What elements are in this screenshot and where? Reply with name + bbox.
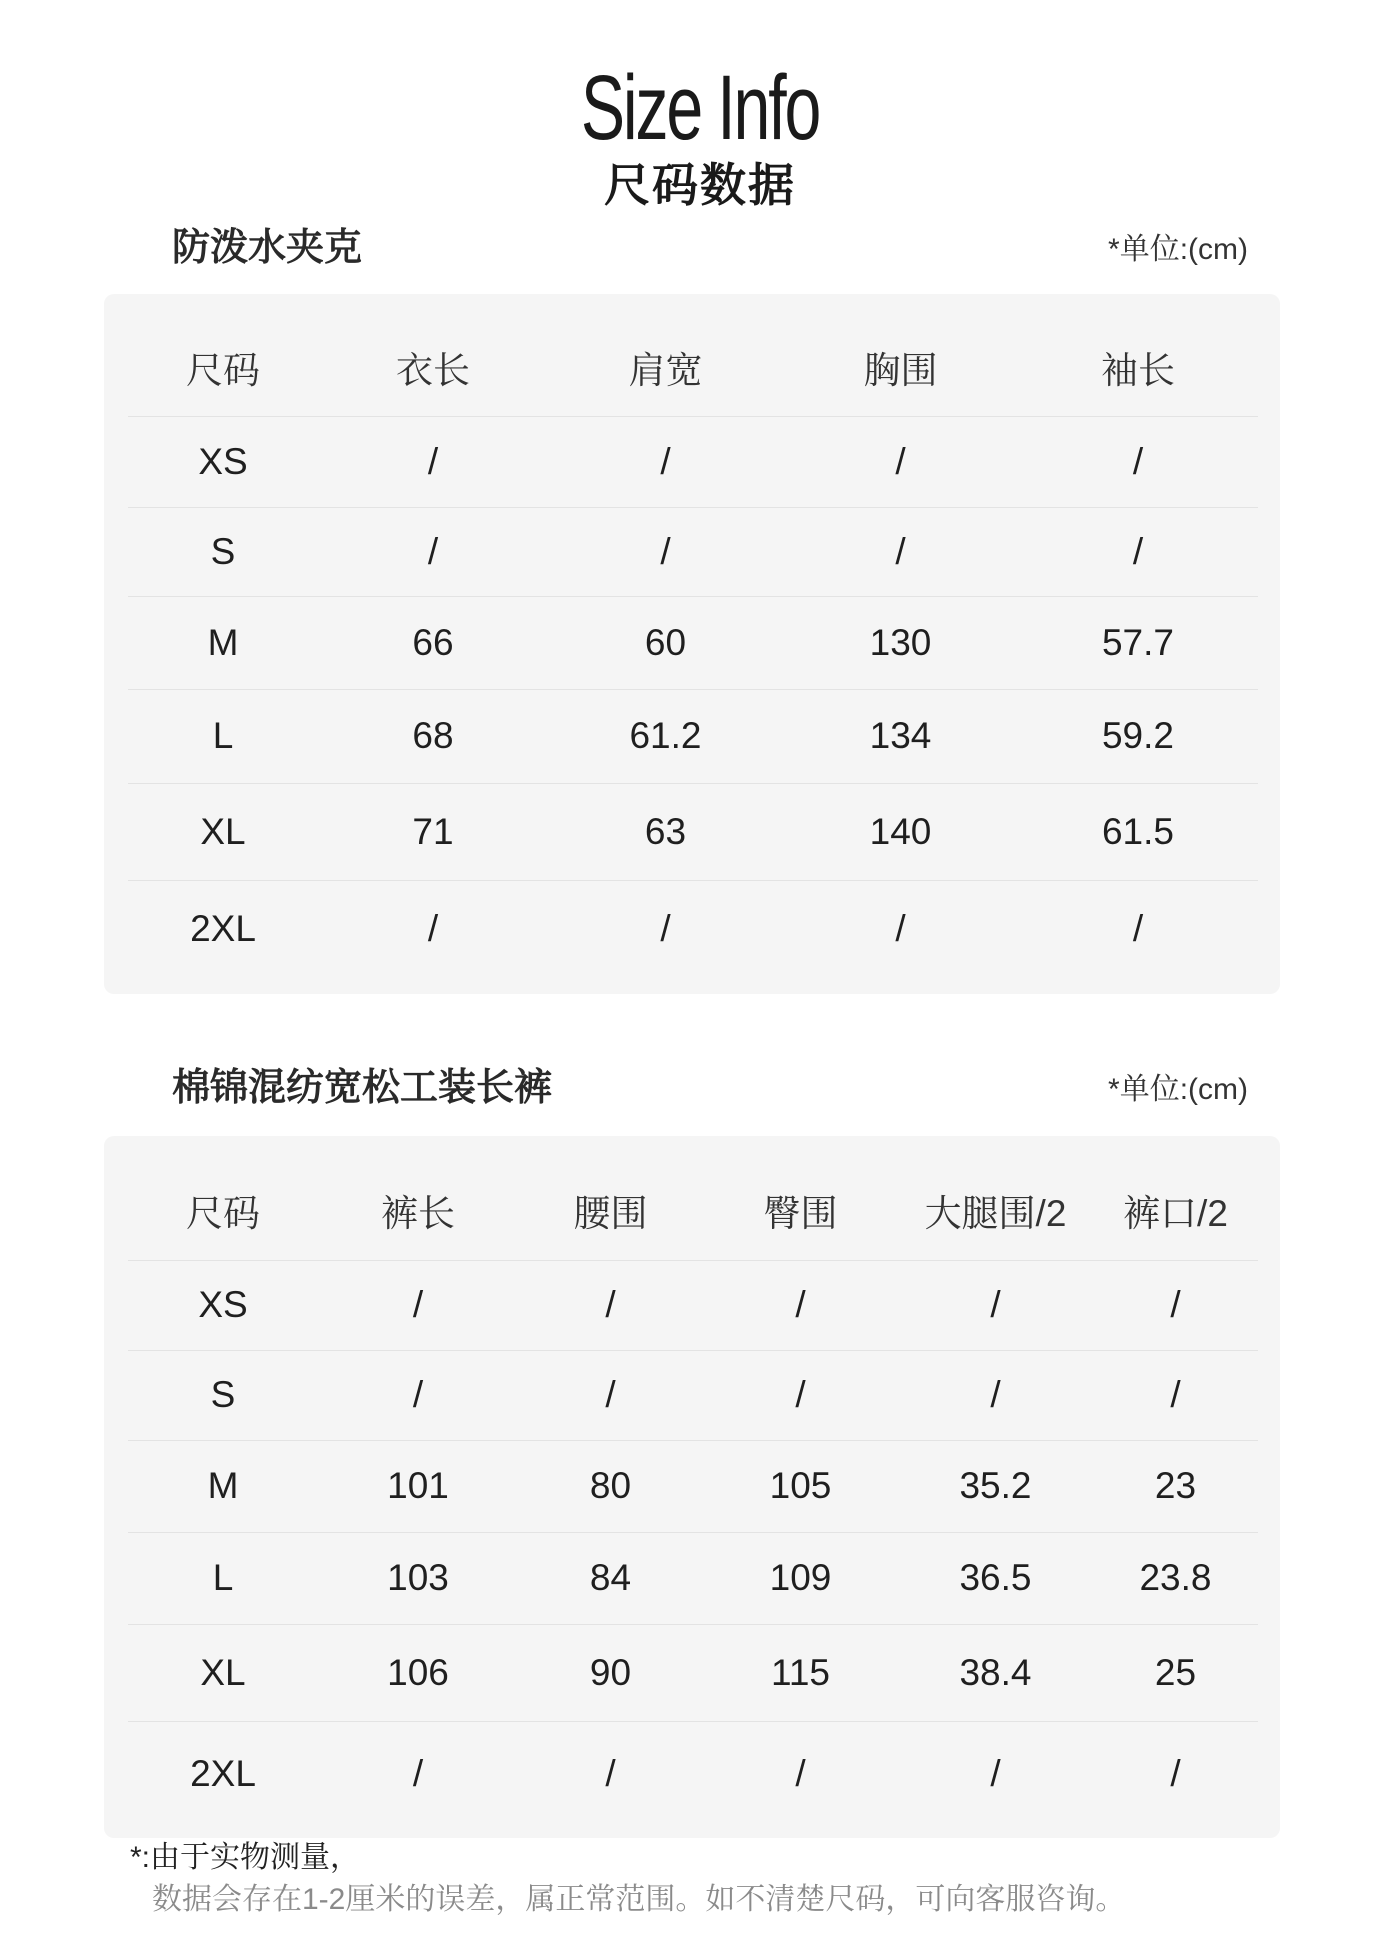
column-header: 衣长 bbox=[396, 349, 470, 391]
measurement-cell: / bbox=[1018, 880, 1258, 978]
table-row bbox=[128, 1721, 1258, 1827]
column-header: 裤口/2 bbox=[1123, 1192, 1228, 1234]
pants-unit-label: *单位:(cm) bbox=[1108, 1073, 1248, 1106]
measurement-cell: / bbox=[783, 507, 1018, 596]
measurement-cell: / bbox=[318, 1721, 518, 1827]
jacket-unit-label: *单位:(cm) bbox=[1108, 233, 1248, 266]
column-header: 腰围 bbox=[573, 1192, 648, 1234]
table-row bbox=[128, 416, 1258, 507]
pants-size-table bbox=[128, 1160, 1258, 1827]
size-label-cell: 2XL bbox=[128, 880, 318, 978]
jacket-size-table bbox=[128, 318, 1258, 978]
pants-section-title: 棉锦混纺宽松工装长裤 bbox=[172, 1067, 553, 1109]
measurement-cell: / bbox=[518, 1721, 703, 1827]
size-label-cell: S bbox=[128, 507, 318, 596]
measurement-cell: 115 bbox=[703, 1624, 898, 1721]
measurement-cell: 35.2 bbox=[898, 1440, 1093, 1532]
measurement-cell: / bbox=[1018, 416, 1258, 507]
measurement-cell: 66 bbox=[318, 596, 548, 689]
size-label-cell: XS bbox=[128, 416, 318, 507]
measurement-cell: / bbox=[548, 416, 783, 507]
footnote-title: *:由于实物测量， bbox=[130, 1841, 361, 1874]
measurement-cell: 101 bbox=[318, 1440, 518, 1532]
column-header: 袖长 bbox=[1101, 349, 1175, 391]
measurement-cell: 109 bbox=[703, 1532, 898, 1624]
measurement-cell: 134 bbox=[783, 689, 1018, 783]
measurement-cell: / bbox=[703, 1721, 898, 1827]
column-header: 臀围 bbox=[763, 1192, 838, 1234]
measurement-cell: / bbox=[898, 1721, 1093, 1827]
measurement-cell: 61.2 bbox=[548, 689, 783, 783]
measurement-cell: / bbox=[318, 1350, 518, 1440]
measurement-cell: / bbox=[318, 880, 548, 978]
measurement-cell: 90 bbox=[518, 1624, 703, 1721]
size-label-cell: XL bbox=[128, 1624, 318, 1721]
measurement-cell: 23.8 bbox=[1093, 1532, 1258, 1624]
table-row bbox=[128, 880, 1258, 978]
measurement-cell: / bbox=[783, 880, 1018, 978]
size-label-cell: XL bbox=[128, 783, 318, 880]
measurement-cell: 63 bbox=[548, 783, 783, 880]
size-label-cell: L bbox=[128, 689, 318, 783]
measurement-cell: / bbox=[1093, 1260, 1258, 1350]
measurement-cell: / bbox=[318, 1260, 518, 1350]
measurement-cell: 105 bbox=[703, 1440, 898, 1532]
measurement-cell: / bbox=[1093, 1350, 1258, 1440]
measurement-cell: / bbox=[318, 507, 548, 596]
table-row bbox=[128, 1624, 1258, 1721]
pants-size-card bbox=[104, 1136, 1280, 1838]
column-header: 尺码 bbox=[186, 349, 260, 391]
measurement-cell: 36.5 bbox=[898, 1532, 1093, 1624]
measurement-cell: / bbox=[548, 880, 783, 978]
footnote-text: 数据会存在1-2厘米的误差，属正常范围。如不清楚尺码，可向客服咨询。 bbox=[152, 1883, 1126, 1916]
column-header: 肩宽 bbox=[628, 349, 703, 391]
table-row bbox=[128, 689, 1258, 783]
measurement-cell: / bbox=[783, 416, 1018, 507]
measurement-cell: 57.7 bbox=[1018, 596, 1258, 689]
measurement-cell: 106 bbox=[318, 1624, 518, 1721]
table-header-row bbox=[128, 318, 1258, 416]
measurement-cell: 80 bbox=[518, 1440, 703, 1532]
size-label-cell: XS bbox=[128, 1260, 318, 1350]
measurement-cell: / bbox=[703, 1260, 898, 1350]
size-label-cell: 2XL bbox=[128, 1721, 318, 1827]
measurement-cell: 84 bbox=[518, 1532, 703, 1624]
measurement-cell: 38.4 bbox=[898, 1624, 1093, 1721]
jacket-section-title: 防泼水夹克 bbox=[172, 227, 363, 269]
measurement-cell: 68 bbox=[318, 689, 548, 783]
table-row bbox=[128, 1260, 1258, 1350]
measurement-cell: 140 bbox=[783, 783, 1018, 880]
measurement-cell: 25 bbox=[1093, 1624, 1258, 1721]
measurement-cell: 59.2 bbox=[1018, 689, 1258, 783]
measurement-cell: / bbox=[318, 416, 548, 507]
jacket-size-card bbox=[104, 294, 1280, 994]
measurement-cell: 23 bbox=[1093, 1440, 1258, 1532]
measurement-cell: / bbox=[518, 1260, 703, 1350]
column-header: 胸围 bbox=[863, 349, 938, 391]
table-row bbox=[128, 1532, 1258, 1624]
measurement-cell: / bbox=[898, 1260, 1093, 1350]
measurement-cell: 130 bbox=[783, 596, 1018, 689]
column-header: 尺码 bbox=[186, 1192, 260, 1234]
table-row bbox=[128, 783, 1258, 880]
measurement-cell: / bbox=[1093, 1721, 1258, 1827]
size-label-cell: M bbox=[128, 596, 318, 689]
table-row bbox=[128, 596, 1258, 689]
table-row bbox=[128, 1440, 1258, 1532]
column-header: 大腿围/2 bbox=[924, 1192, 1067, 1234]
table-row bbox=[128, 507, 1258, 596]
table-row bbox=[128, 1350, 1258, 1440]
measurement-cell: / bbox=[703, 1350, 898, 1440]
measurement-cell: / bbox=[548, 507, 783, 596]
size-label-cell: L bbox=[128, 1532, 318, 1624]
size-label-cell: M bbox=[128, 1440, 318, 1532]
size-label-cell: S bbox=[128, 1350, 318, 1440]
measurement-cell: 61.5 bbox=[1018, 783, 1258, 880]
column-header: 裤长 bbox=[381, 1192, 455, 1234]
table-header-row bbox=[128, 1160, 1258, 1260]
page-subtitle: 尺码数据 bbox=[604, 159, 796, 211]
measurement-cell: 71 bbox=[318, 783, 548, 880]
measurement-cell: / bbox=[518, 1350, 703, 1440]
measurement-cell: / bbox=[1018, 507, 1258, 596]
measurement-cell: 60 bbox=[548, 596, 783, 689]
page-title: Size Info bbox=[580, 57, 820, 159]
measurement-cell: / bbox=[898, 1350, 1093, 1440]
measurement-cell: 103 bbox=[318, 1532, 518, 1624]
